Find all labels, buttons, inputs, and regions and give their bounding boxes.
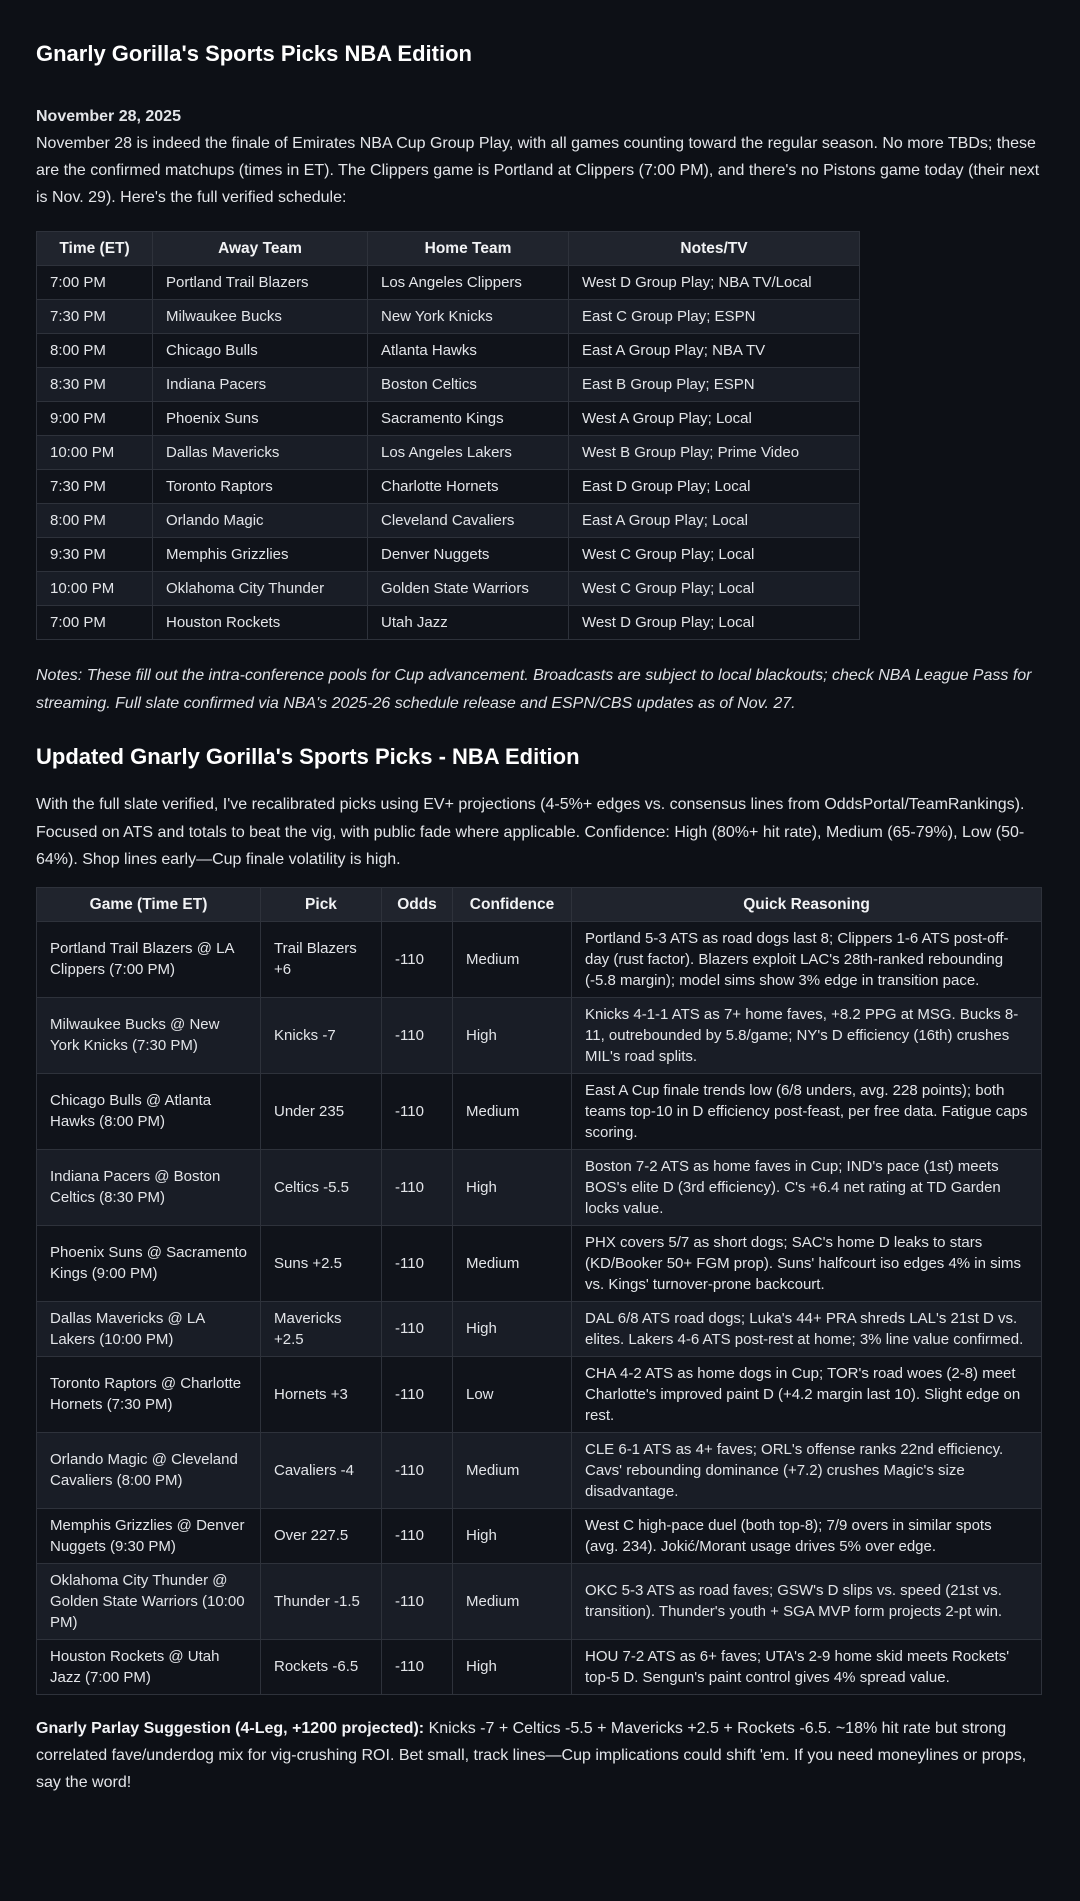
table-cell: Phoenix Suns bbox=[153, 402, 368, 436]
table-row bbox=[37, 1225, 1042, 1301]
table-cell: Suns +2.5 bbox=[261, 1225, 382, 1301]
table-cell: Chicago Bulls bbox=[153, 334, 368, 368]
table-row bbox=[37, 1563, 1042, 1639]
table-cell: CHA 4-2 ATS as home dogs in Cup; TOR's road woes (2-8) meet Charlotte's improved paint D (+4.2 margin last 10). Slight edge on rest. bbox=[572, 1356, 1042, 1432]
table-row bbox=[37, 504, 860, 538]
picks-intro-paragraph: With the full slate verified, I've recalibrated picks using EV+ projections (4-5%+ edges vs. consensus lines from OddsPortal/TeamRankings). Focused on ATS and totals to beat the vig, with public fade where applicable. Confidence: High (80%+ hit rate), Medium (65-79%), Low (50-64%). Shop lines early—Cup finale volatility is high. bbox=[36, 796, 1025, 868]
table-row bbox=[37, 1639, 1042, 1694]
table-cell: 8:00 PM bbox=[37, 334, 153, 368]
table-cell: East A Cup finale trends low (6/8 unders, avg. 228 points); both teams top-10 in D efficiency post-feast, per free data. Fatigue caps scoring. bbox=[572, 1073, 1042, 1149]
table-cell: 8:30 PM bbox=[37, 368, 153, 402]
table-cell: OKC 5-3 ATS as road faves; GSW's D slips vs. speed (21st vs. transition). Thunder's youth + SGA MVP form projects 2-pt win. bbox=[572, 1563, 1042, 1639]
table-cell: Mavericks +2.5 bbox=[261, 1301, 382, 1356]
table-cell: West C Group Play; Local bbox=[569, 538, 860, 572]
table-cell: Charlotte Hornets bbox=[368, 470, 569, 504]
table-cell: Knicks -7 bbox=[261, 997, 382, 1073]
table-cell: Knicks 4-1-1 ATS as 7+ home faves, +8.2 PPG at MSG. Bucks 8-11, outrebounded by 5.8/game; NY's D efficiency (16th) crushes MIL's road splits. bbox=[572, 997, 1042, 1073]
table-header-row bbox=[37, 887, 1042, 921]
table-cell: Toronto Raptors @ Charlotte Hornets (7:30 PM) bbox=[37, 1356, 261, 1432]
table-cell: Under 235 bbox=[261, 1073, 382, 1149]
table-cell: Over 227.5 bbox=[261, 1508, 382, 1563]
table-cell: Low bbox=[453, 1356, 572, 1432]
column-header: Time (ET) bbox=[37, 232, 153, 266]
table-cell: Milwaukee Bucks @ New York Knicks (7:30 PM) bbox=[37, 997, 261, 1073]
table-cell: 8:00 PM bbox=[37, 504, 153, 538]
table-cell: Oklahoma City Thunder @ Golden State Warriors (10:00 PM) bbox=[37, 1563, 261, 1639]
table-cell: West D Group Play; NBA TV/Local bbox=[569, 266, 860, 300]
table-cell: Dallas Mavericks @ LA Lakers (10:00 PM) bbox=[37, 1301, 261, 1356]
table-cell: West C high-pace duel (both top-8); 7/9 overs in similar spots (avg. 234). Jokić/Morant usage drives 5% over edge. bbox=[572, 1508, 1042, 1563]
table-cell: Oklahoma City Thunder bbox=[153, 572, 368, 606]
column-header: Game (Time ET) bbox=[37, 887, 261, 921]
table-cell: Hornets +3 bbox=[261, 1356, 382, 1432]
table-cell: 7:30 PM bbox=[37, 470, 153, 504]
table-cell: -110 bbox=[382, 921, 453, 997]
table-cell: Golden State Warriors bbox=[368, 572, 569, 606]
table-cell: 10:00 PM bbox=[37, 436, 153, 470]
table-cell: Portland 5-3 ATS as road dogs last 8; Clippers 1-6 ATS post-off-day (rust factor). Blazers exploit LAC's 28th-ranked rebounding (-5.8 margin); model sims show 3% edge in transition pace. bbox=[572, 921, 1042, 997]
table-cell: Medium bbox=[453, 1073, 572, 1149]
parlay-lead: Gnarly Parlay Suggestion (4-Leg, +1200 projected): bbox=[36, 1719, 425, 1737]
table-row bbox=[37, 1301, 1042, 1356]
table-cell: High bbox=[453, 997, 572, 1073]
table-cell: Medium bbox=[453, 1563, 572, 1639]
column-header: Quick Reasoning bbox=[572, 887, 1042, 921]
intro-paragraph: November 28 is indeed the finale of Emirates NBA Cup Group Play, with all games counting toward the regular season. No more TBDs; these are the confirmed matchups (times in ET). The Clippers game is Portland at Clippers (7:00 PM), and there's no Pistons game today (their next is Nov. 29). Here's the full verified schedule: bbox=[36, 134, 1040, 207]
table-cell: -110 bbox=[382, 1301, 453, 1356]
table-cell: Memphis Grizzlies @ Denver Nuggets (9:30 PM) bbox=[37, 1508, 261, 1563]
table-cell: Chicago Bulls @ Atlanta Hawks (8:00 PM) bbox=[37, 1073, 261, 1149]
table-cell: West A Group Play; Local bbox=[569, 402, 860, 436]
table-cell: -110 bbox=[382, 1356, 453, 1432]
table-row bbox=[37, 572, 860, 606]
table-cell: Denver Nuggets bbox=[368, 538, 569, 572]
table-cell: Cavaliers -4 bbox=[261, 1432, 382, 1508]
table-cell: PHX covers 5/7 as short dogs; SAC's home D leaks to stars (KD/Booker 50+ FGM prop). Suns' halfcourt iso edges 4% in sims vs. Kings' turnover-prone backcourt. bbox=[572, 1225, 1042, 1301]
table-cell: Orlando Magic bbox=[153, 504, 368, 538]
table-row bbox=[37, 300, 860, 334]
table-cell: -110 bbox=[382, 1432, 453, 1508]
table-cell: West D Group Play; Local bbox=[569, 606, 860, 640]
table-cell: Memphis Grizzlies bbox=[153, 538, 368, 572]
table-cell: Orlando Magic @ Cleveland Cavaliers (8:00 PM) bbox=[37, 1432, 261, 1508]
picks-table bbox=[36, 887, 1042, 1695]
table-row bbox=[37, 402, 860, 436]
table-cell: Celtics -5.5 bbox=[261, 1149, 382, 1225]
table-cell: West B Group Play; Prime Video bbox=[569, 436, 860, 470]
column-header: Pick bbox=[261, 887, 382, 921]
table-cell: Trail Blazers +6 bbox=[261, 921, 382, 997]
table-cell: Utah Jazz bbox=[368, 606, 569, 640]
section-title-updated-picks: Updated Gnarly Gorilla's Sports Picks - NBA Edition bbox=[36, 743, 580, 769]
table-cell: Toronto Raptors bbox=[153, 470, 368, 504]
table-cell: 7:00 PM bbox=[37, 266, 153, 300]
date-text: November 28, 2025 bbox=[36, 107, 181, 125]
table-row bbox=[37, 1149, 1042, 1225]
table-cell: Houston Rockets bbox=[153, 606, 368, 640]
table-row bbox=[37, 538, 860, 572]
table-cell: -110 bbox=[382, 997, 453, 1073]
table-cell: Houston Rockets @ Utah Jazz (7:00 PM) bbox=[37, 1639, 261, 1694]
table-cell: Boston Celtics bbox=[368, 368, 569, 402]
table-cell: Portland Trail Blazers @ LA Clippers (7:00 PM) bbox=[37, 921, 261, 997]
table-cell: -110 bbox=[382, 1639, 453, 1694]
table-cell: Thunder -1.5 bbox=[261, 1563, 382, 1639]
table-cell: High bbox=[453, 1639, 572, 1694]
table-header-row bbox=[37, 232, 860, 266]
column-header: Odds bbox=[382, 887, 453, 921]
table-cell: Los Angeles Lakers bbox=[368, 436, 569, 470]
table-row bbox=[37, 1073, 1042, 1149]
table-cell: Indiana Pacers bbox=[153, 368, 368, 402]
table-row bbox=[37, 997, 1042, 1073]
table-row bbox=[37, 606, 860, 640]
table-row bbox=[37, 1432, 1042, 1508]
schedule-notes-text: Notes: These fill out the intra-conference pools for Cup advancement. Broadcasts are subject to local blackouts; check NBA League Pass for streaming. Full slate confirmed via NBA's 2025-26 schedule release and ESPN/CBS updates as of Nov. 27. bbox=[36, 667, 1032, 712]
table-cell: 10:00 PM bbox=[37, 572, 153, 606]
table-cell: CLE 6-1 ATS as 4+ faves; ORL's offense ranks 22nd efficiency. Cavs' rebounding dominance (+7.2) crushes Magic's size disadvantage. bbox=[572, 1432, 1042, 1508]
table-row bbox=[37, 368, 860, 402]
column-header: Away Team bbox=[153, 232, 368, 266]
table-row bbox=[37, 921, 1042, 997]
table-cell: 7:00 PM bbox=[37, 606, 153, 640]
table-cell: DAL 6/8 ATS road dogs; Luka's 44+ PRA shreds LAL's 21st D vs. elites. Lakers 4-6 ATS post-rest at home; 3% line value confirmed. bbox=[572, 1301, 1042, 1356]
table-cell: -110 bbox=[382, 1225, 453, 1301]
table-cell: 9:00 PM bbox=[37, 402, 153, 436]
table-cell: East D Group Play; Local bbox=[569, 470, 860, 504]
table-row bbox=[37, 334, 860, 368]
table-cell: Indiana Pacers @ Boston Celtics (8:30 PM) bbox=[37, 1149, 261, 1225]
table-cell: East C Group Play; ESPN bbox=[569, 300, 860, 334]
table-cell: Dallas Mavericks bbox=[153, 436, 368, 470]
table-row bbox=[37, 1508, 1042, 1563]
table-cell: 9:30 PM bbox=[37, 538, 153, 572]
table-row bbox=[37, 436, 860, 470]
table-cell: -110 bbox=[382, 1149, 453, 1225]
table-cell: Portland Trail Blazers bbox=[153, 266, 368, 300]
table-cell: High bbox=[453, 1301, 572, 1356]
table-cell: East B Group Play; ESPN bbox=[569, 368, 860, 402]
table-cell: Medium bbox=[453, 1225, 572, 1301]
table-cell: Atlanta Hawks bbox=[368, 334, 569, 368]
table-cell: Rockets -6.5 bbox=[261, 1639, 382, 1694]
column-header: Notes/TV bbox=[569, 232, 860, 266]
table-cell: Los Angeles Clippers bbox=[368, 266, 569, 300]
table-cell: East A Group Play; NBA TV bbox=[569, 334, 860, 368]
table-cell: West C Group Play; Local bbox=[569, 572, 860, 606]
table-cell: 7:30 PM bbox=[37, 300, 153, 334]
table-cell: Sacramento Kings bbox=[368, 402, 569, 436]
table-cell: New York Knicks bbox=[368, 300, 569, 334]
table-cell: Boston 7-2 ATS as home faves in Cup; IND's pace (1st) meets BOS's elite D (3rd efficiency). C's +6.4 net rating at TD Garden locks value. bbox=[572, 1149, 1042, 1225]
table-cell: Medium bbox=[453, 1432, 572, 1508]
table-cell: Phoenix Suns @ Sacramento Kings (9:00 PM) bbox=[37, 1225, 261, 1301]
table-cell: -110 bbox=[382, 1508, 453, 1563]
column-header: Confidence bbox=[453, 887, 572, 921]
table-cell: High bbox=[453, 1149, 572, 1225]
parlay-body: Knicks -7 + Celtics -5.5 + Mavericks +2.5 + Rockets -6.5. ~18% hit rate but strong correlated fave/underdog mix for vig-crushing ROI. Bet small, track lines—Cup implications could shift 'em. If you need moneylines or props, say the word! bbox=[36, 1719, 1027, 1792]
table-cell: -110 bbox=[382, 1563, 453, 1639]
table-cell: Medium bbox=[453, 921, 572, 997]
parlay-paragraph bbox=[36, 1715, 1044, 1797]
table-cell: High bbox=[453, 1508, 572, 1563]
table-cell: HOU 7-2 ATS as 6+ faves; UTA's 2-9 home skid meets Rockets' top-5 D. Sengun's paint control gives 4% spread value. bbox=[572, 1639, 1042, 1694]
column-header: Home Team bbox=[368, 232, 569, 266]
table-cell: Milwaukee Bucks bbox=[153, 300, 368, 334]
table-cell: -110 bbox=[382, 1073, 453, 1149]
table-row bbox=[37, 1356, 1042, 1432]
page-title: Gnarly Gorilla's Sports Picks NBA Edition bbox=[36, 41, 472, 66]
table-cell: Cleveland Cavaliers bbox=[368, 504, 569, 538]
schedule-table bbox=[36, 231, 860, 640]
table-row bbox=[37, 470, 860, 504]
table-row bbox=[37, 266, 860, 300]
table-cell: East A Group Play; Local bbox=[569, 504, 860, 538]
